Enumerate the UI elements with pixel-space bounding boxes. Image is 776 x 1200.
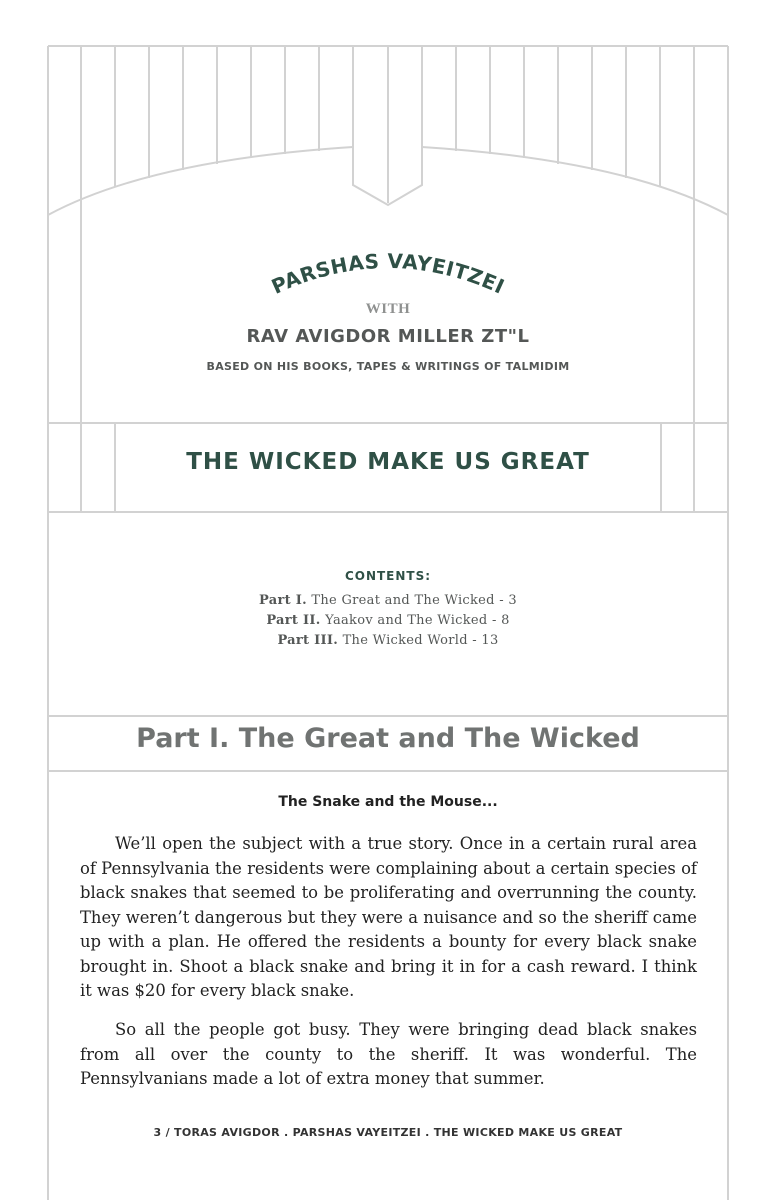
author-name: RAV AVIGDOR MILLER ZT"L — [246, 326, 530, 347]
contents-label: CONTENTS: — [344, 569, 432, 583]
parsha-arc-title: PARSHAS VAYEITZEI — [267, 248, 509, 299]
body-paragraph-1: We’ll open the subject with a true story. Once in a certain rural area of Pennsylvania the residents were complaining about a certain species of black snakes that seemed to be proliferating and overrunning the county. They weren’t dangerous but they were a nuisance and so the sheriff came up with a plan. He offered the residents a bounty for every black snake brought in. Shoot a black snake and bring it in for a cash reward. I think it was $20 for every black snake. — [80, 834, 697, 1000]
toc-part-text: Yaakov and The Wicked - 8 — [320, 613, 510, 628]
toc-item-part-3[interactable] — [0, 631, 776, 651]
toc-part-label: Part I. — [259, 593, 307, 608]
toc-part-text: The Great and The Wicked - 3 — [306, 593, 517, 608]
toc-part-label: Part II. — [266, 613, 321, 628]
toc-item-part-1[interactable] — [0, 591, 776, 611]
table-of-contents — [0, 591, 776, 651]
source-note: BASED ON HIS BOOKS, TAPES & WRITINGS OF TALMIDIM — [206, 360, 570, 373]
toc-item-part-2[interactable] — [0, 611, 776, 631]
body-paragraph-2: So all the people got busy. They were bringing dead black snakes from all over the county to the sheriff. It was wonderful. The Pennsylvanians made a lot of extra money that summer. — [80, 1020, 697, 1088]
section-title: Part I. The Great and The Wicked — [136, 723, 640, 754]
toc-part-label: Part III. — [277, 633, 339, 648]
section-subheading: The Snake and the Mouse... — [278, 794, 498, 810]
main-title: THE WICKED MAKE US GREAT — [186, 449, 590, 475]
with-label: WITH — [365, 301, 411, 317]
page-footer: 3 / TORAS AVIGDOR . PARSHAS VAYEITZEI . THE WICKED MAKE US GREAT — [153, 1126, 623, 1139]
toc-part-text: The Wicked World - 13 — [338, 633, 499, 648]
